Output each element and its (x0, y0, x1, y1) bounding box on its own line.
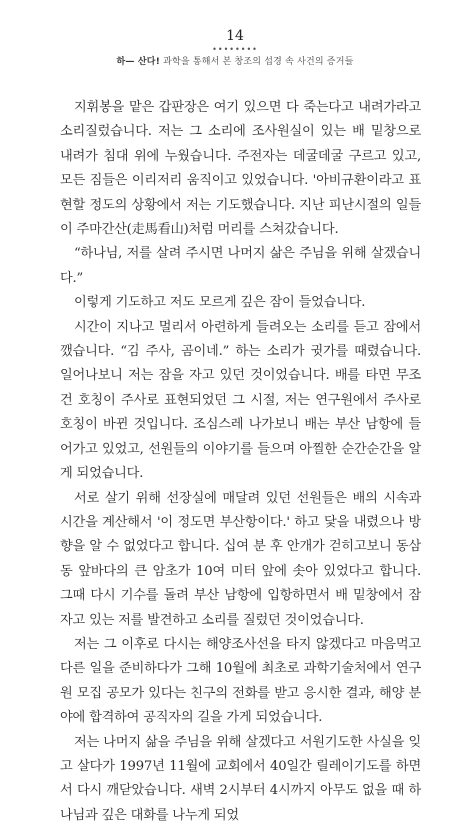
body-text (60, 96, 421, 828)
header-dots: •••••••• (212, 45, 258, 54)
paragraph: 저는 나머지 삶을 주님을 위해 살겠다고 서원기도한 사실을 잊고 살다가 1997년 11월에 교회에서 40일간 릴레이기도를 하면서 다시 깨닫았습니다. 새벽 2시부터 4시까지 아무도 없을 때 하나님과 깊은 대화를 나누게 되었 (60, 734, 421, 823)
page-number: 14 (226, 28, 244, 44)
paragraph: 지휘봉을 맡은 갑판장은 여기 있으면 다 죽는다고 내려가라고 소리질렀습니다. 저는 그 소리에 조사원실이 있는 배 밑창으로 내려가 침대 위에 누웠습니다. 주전자는 데굴데굴 구르고 있고, 모든 짐들은 이리저리 움직이고 있었습니다. '아비규환이라고 표현할 정도의 상황에서 저는 기도했습니다. 지난 피난시절의 일들이 주마간산(走馬看山)처럼 머리를 스쳐갔습니다. (60, 100, 421, 238)
paragraph: 서로 살기 위해 선장실에 매달려 있던 선원들은 배의 시속과 시간을 계산해서 '이 정도면 부산항이다.' 하고 닻을 내렸으나 방향을 알 수 없었다고 합니다. 십여 분 후 안개가 걷히고보니 동삼동 앞바다의 큰 암초가 10여 미터 앞에 솟아 있었다고 합니다. 그때 다시 기수를 돌려 부산 남항에 입항하면서 배 밑창에서 잠자고 있는 저를 발견하고 소리를 질렀던 것이었습니다. (60, 490, 421, 628)
running-title (0, 56, 470, 68)
book-title: 하— 산다! (116, 57, 161, 67)
book-subtitle: 과학을 통해서 본 창조의 섭경 속 사건의 증거들 (163, 57, 354, 67)
paragraph: 이렇게 기도하고 저도 모르게 깊은 잠이 들었습니다. (74, 295, 366, 311)
page-header (0, 0, 470, 68)
paragraph: 시간이 지나고 멀리서 아련하게 들려오는 소리를 듣고 잠에서 깼습니다. “김 주사, 곰이네.” 하는 소리가 귓가를 때렸습니다. 일어나보니 저는 잠을 자고 있던 것이었습니다. 배를 타면 무조건 호칭이 주사로 표현되었던 그 시절, 저는 연구원에서 주사로 호칭이 바뀐 것입니다. 조심스레 나가보니 배는 부산 남항에 들어가고 있었고, 선원들의 이야기를 들으며 아찔한 순간순간을 알게 되었습니다. (60, 319, 421, 482)
paragraph: “하나님, 저를 살려 주시면 나머지 삶은 주님을 위해 살겠습니다.” (60, 246, 421, 286)
paragraph: 저는 그 이후로 다시는 해양조사선을 타지 않겠다고 마음먹고 다른 일을 준비하다가 그해 10월에 최초로 과학기술처에서 연구원 모집 공모가 있다는 친구의 전화를 받고 응시한 결과, 해양 분야에 합격하여 공직자의 길을 가게 되었습니다. (60, 636, 421, 726)
